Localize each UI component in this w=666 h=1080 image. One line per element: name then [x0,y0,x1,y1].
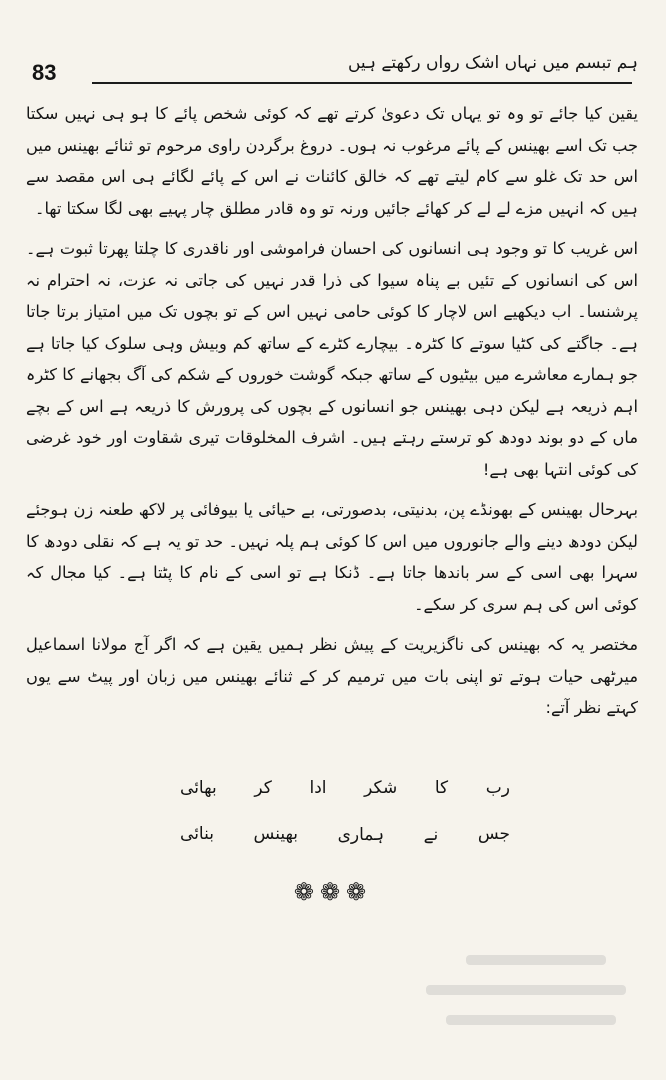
verse-word: شکر [364,778,398,798]
verse-word: کر [254,778,272,798]
verse-word: بھینس [253,824,299,844]
verse-line-2 [180,811,510,857]
verse-word: کا [434,778,449,798]
paragraph-4: مختصر یہ کہ بھینس کی ناگزیریت کے پیش نظر ہمیں یقین ہے کہ اگر آج مولانا اسماعیل میرٹھی حیات ہوتے تو اپنی بات میں ترمیم کر کے ثنائے بھینس میں زبان اور پیٹ سے یوں کہتے نظر آتے: [26,635,638,717]
page-number: 83 [32,60,57,85]
show-through-smudge [426,985,626,995]
verse [180,765,510,857]
paragraph-1: یقین کیا جائے تو وہ تو یہاں تک دعویٰ کرتے تھے کہ کوئی شخص پائے کا ہو ہی نہیں سکتا جب تک اسے بھینس کے پائے مرغوب نہ ہوں۔ دروغ برگردن راوی مرحوم تو ثنائے بھینس میں اس حد تک غلو سے کام لیتے تھے کہ خالق کائنات نے اس کے پائے لگائے ہی اس مقصد سے ہیں کہ انہیں مزے لے لے کر کھائے جائیں ورنہ تو وہ قادر مطلق چار پہیے بھی لگا سکتا تھا۔ [26,104,638,218]
verse-word: نے [423,824,439,845]
header-rule [92,82,632,84]
verse-word: بنائی [180,824,214,844]
verse-word: رب [485,778,510,798]
verse-word: ادا [309,778,327,798]
show-through-smudge [446,1015,616,1025]
verse-word: بھائی [180,778,217,798]
paragraph-3: بہرحال بھینس کے بھونڈے پن، بدنیتی، بدصورتی، بے حیائی یا بیوفائی پر لاکھ طعنہ زن ہوجئے لیکن دودھ دینے والے جانوروں میں اس کا کوئی ہم پلہ نہیں۔ حد تو یہ ہے کہ نقلی دودھ کا سہرا بھی اسی کے سر باندھا جاتا ہے۔ ڈنکا ہے تو اسی کے نام کا پٹتا ہے۔ کیا مجال کہ کوئی اس کی ہم سری کر سکے۔ [26,500,638,614]
page-header [22,48,640,88]
body-text [26,98,638,733]
show-through-smudge [466,955,606,965]
verse-word: جس [477,824,510,844]
paragraph-2: اس غریب کا تو وجود ہی انسانوں کی احسان فراموشی اور ناقدری کا چلتا پھرتا ثبوت ہے۔ اس کی انسانوں کے تئیں بے پناہ سیوا کی ذرا قدر نہیں کی جاتی نہ عزت، نہ احترام نہ پرشنسا۔ اب دیکھیے اس لاچار کا کوئی حامی نہیں اس کے تو بچوں تک میں امتیاز برتا جاتا ہے۔ جاگتے کی کٹیا سوتے کا کٹرہ۔ بیچارے کٹرے کے ساتھ کم وبیش وہی سلوک کیا جاتا ہے جو ہمارے معاشرے میں بیٹیوں کے ساتھ جبکہ گوشت خوروں کے شکم کی آگ بجھانے کا کٹرہ اہم ذریعہ ہے لیکن دہی بھینس جو انسانوں کے بچوں کی پرورش کا ذریعہ ہے اس کے بچے ماں کے دو بوند دودھ کو ترستے رہتے ہیں۔ اشرف المخلوقات تیری شقاوت اور خود غرضی کی کوئی انتہا بھی ہے! [26,239,638,479]
verse-line-1 [180,765,510,811]
flower-ornament-icon: ❁❁❁ [293,878,373,906]
verse-word: ہماری [337,824,385,845]
running-title: ہم تبسم میں نہاں اشک رواں رکھتے ہیں [347,53,638,73]
